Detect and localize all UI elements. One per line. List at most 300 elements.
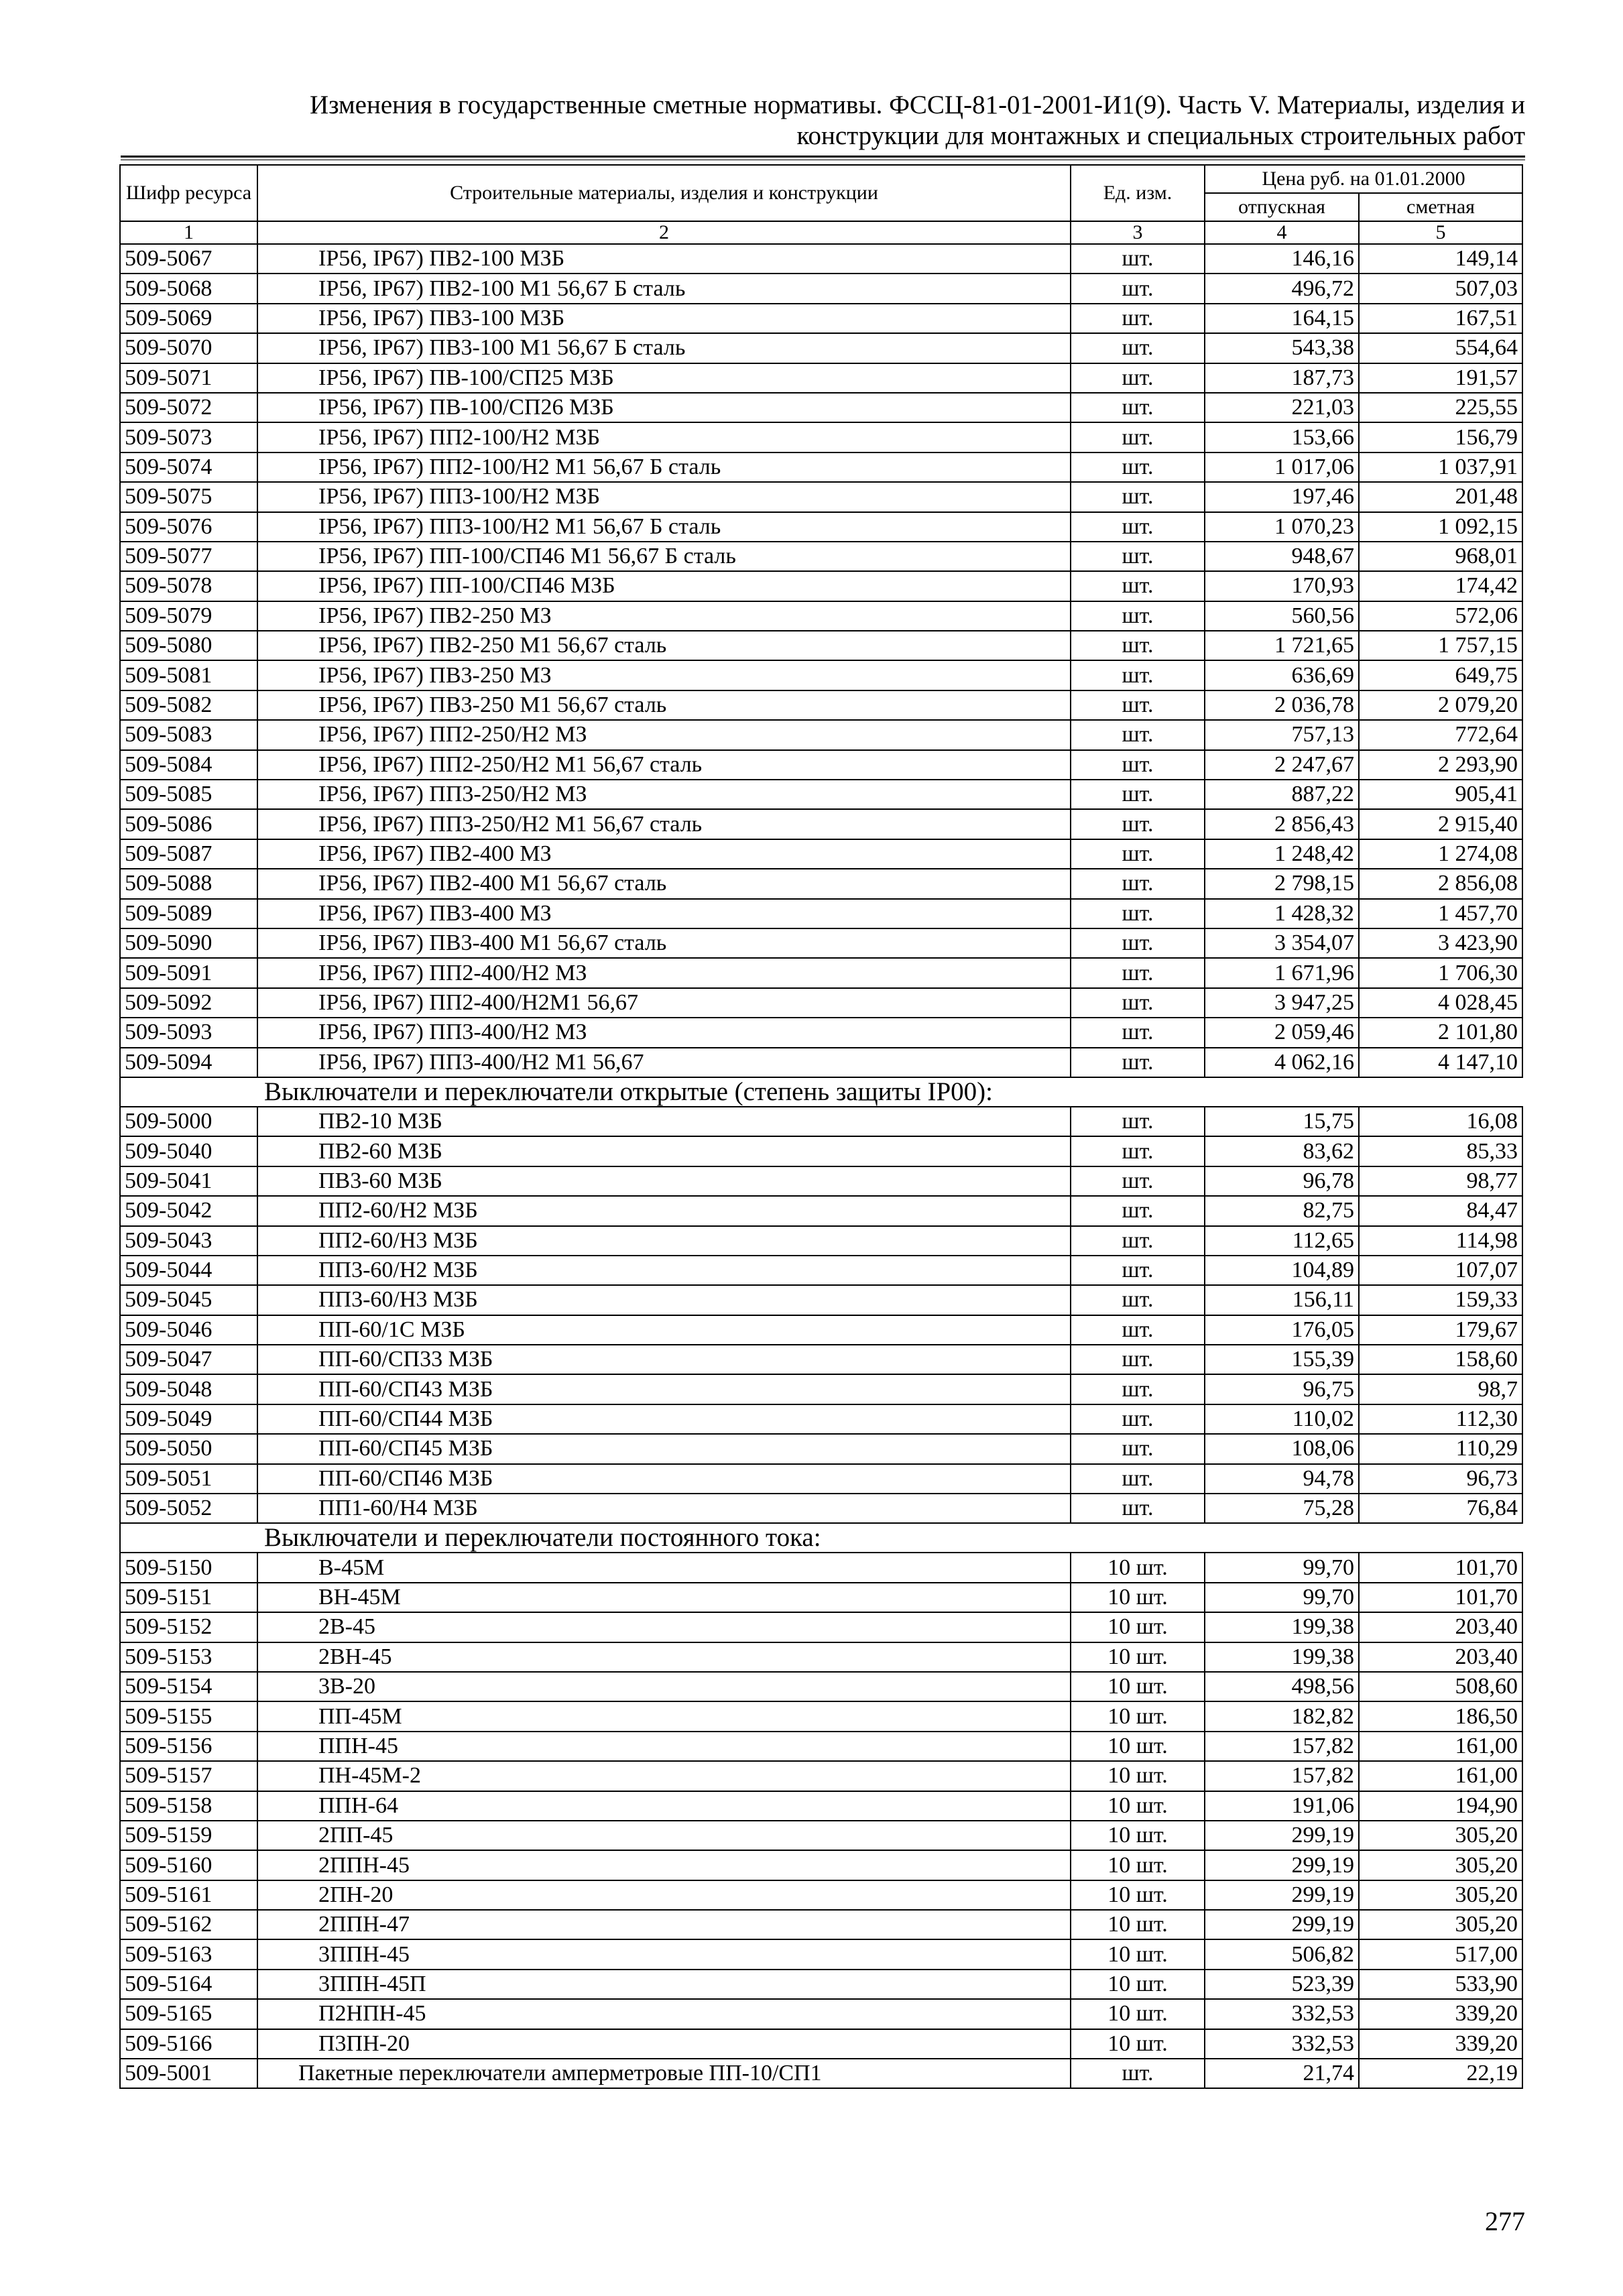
material-name: IP56, IP67) ПВ3-250 М1 56,67 сталь	[257, 690, 1071, 720]
release-price: 2 036,78	[1205, 690, 1359, 720]
release-price: 199,38	[1205, 1612, 1359, 1642]
unit-of-measure: шт.	[1071, 958, 1205, 987]
estimate-price: 533,90	[1359, 1970, 1522, 1999]
estimate-price: 149,14	[1359, 244, 1522, 274]
column-number: 3	[1071, 221, 1205, 244]
material-name: IP56, IP67) ПП3-250/Н2 М1 56,67 сталь	[257, 809, 1071, 839]
unit-of-measure: шт.	[1071, 1374, 1205, 1404]
release-price: 156,11	[1205, 1285, 1359, 1315]
release-price: 560,56	[1205, 601, 1359, 631]
release-price: 187,73	[1205, 363, 1359, 393]
material-name: IP56, IP67) ПП-100/СП46 МЗБ	[257, 571, 1071, 601]
resource-code: 509-5000	[120, 1107, 257, 1136]
column-header-price-group: Цена руб. на 01.01.2000	[1205, 165, 1522, 193]
release-price: 108,06	[1205, 1434, 1359, 1463]
estimate-price: 225,55	[1359, 393, 1522, 422]
estimate-price: 161,00	[1359, 1761, 1522, 1791]
resource-code: 509-5152	[120, 1612, 257, 1642]
unit-of-measure: 10 шт.	[1071, 1732, 1205, 1761]
table-row	[120, 660, 1522, 690]
material-name: ПП-60/СП45 МЗБ	[257, 1434, 1071, 1463]
release-price: 197,46	[1205, 482, 1359, 511]
resource-code: 509-5164	[120, 1970, 257, 1999]
unit-of-measure: шт.	[1071, 660, 1205, 690]
release-price: 83,62	[1205, 1136, 1359, 1166]
material-name: IP56, IP67) ПВ2-100 МЗБ	[257, 244, 1071, 274]
unit-of-measure: шт.	[1071, 690, 1205, 720]
table-row	[120, 1939, 1522, 1969]
resource-code: 509-5150	[120, 1553, 257, 1582]
estimate-price: 507,03	[1359, 274, 1522, 303]
resource-code: 509-5090	[120, 928, 257, 958]
unit-of-measure: шт.	[1071, 988, 1205, 1018]
release-price: 299,19	[1205, 1821, 1359, 1850]
material-name: ПП-60/СП43 МЗБ	[257, 1374, 1071, 1404]
resource-code: 509-5151	[120, 1583, 257, 1612]
release-price: 99,70	[1205, 1583, 1359, 1612]
material-name: IP56, IP67) ПВ2-250 М1 56,67 сталь	[257, 631, 1071, 660]
material-name: 2В-45	[257, 1612, 1071, 1642]
estimate-price: 161,00	[1359, 1732, 1522, 1761]
table-row	[120, 1880, 1522, 1910]
estimate-price: 2 915,40	[1359, 809, 1522, 839]
unit-of-measure: шт.	[1071, 1464, 1205, 1494]
release-price: 496,72	[1205, 274, 1359, 303]
material-name: IP56, IP67) ПВ2-400 МЗ	[257, 839, 1071, 869]
unit-of-measure: шт.	[1071, 1404, 1205, 1434]
unit-of-measure: шт.	[1071, 750, 1205, 780]
material-name: 2ПП-45	[257, 1821, 1071, 1850]
table-row	[120, 1345, 1522, 1374]
release-price: 2 247,67	[1205, 750, 1359, 780]
resource-code: 509-5045	[120, 1285, 257, 1315]
material-name: IP56, IP67) ПВ2-400 М1 56,67 сталь	[257, 869, 1071, 898]
section-dc-switches	[120, 1523, 1522, 1553]
release-price: 332,53	[1205, 1999, 1359, 2029]
resource-code: 509-5153	[120, 1642, 257, 1672]
unit-of-measure: 10 шт.	[1071, 1821, 1205, 1850]
unit-of-measure: шт.	[1071, 1048, 1205, 1077]
page-header	[121, 90, 1525, 152]
table-row	[120, 274, 1522, 303]
material-name: ПП-45М	[257, 1701, 1071, 1731]
column-header-estimate: сметная	[1359, 193, 1522, 221]
estimate-price: 1 037,91	[1359, 452, 1522, 482]
release-price: 299,19	[1205, 1880, 1359, 1910]
estimate-price: 107,07	[1359, 1256, 1522, 1285]
estimate-price: 968,01	[1359, 542, 1522, 571]
unit-of-measure: шт.	[1071, 2059, 1205, 2088]
material-name: ПП2-60/Н2 МЗБ	[257, 1196, 1071, 1225]
column-number: 5	[1359, 221, 1522, 244]
estimate-price: 179,67	[1359, 1315, 1522, 1345]
table-row	[120, 1048, 1522, 1077]
estimate-price: 649,75	[1359, 660, 1522, 690]
resource-code: 509-5070	[120, 333, 257, 363]
material-name: ПП3-60/Н3 МЗБ	[257, 1285, 1071, 1315]
release-price: 176,05	[1205, 1315, 1359, 1345]
resource-code: 509-5075	[120, 482, 257, 511]
release-price: 2 856,43	[1205, 809, 1359, 839]
unit-of-measure: шт.	[1071, 363, 1205, 393]
unit-of-measure: 10 шт.	[1071, 1910, 1205, 1939]
estimate-price: 84,47	[1359, 1196, 1522, 1225]
resource-code: 509-5083	[120, 720, 257, 749]
material-name: IP56, IP67) ПП2-400/Н2 МЗ	[257, 958, 1071, 987]
release-price: 94,78	[1205, 1464, 1359, 1494]
material-name: IP56, IP67) ПВ3-100 М1 56,67 Б сталь	[257, 333, 1071, 363]
table-row	[120, 839, 1522, 869]
resource-code: 509-5086	[120, 809, 257, 839]
material-name: ПП-60/СП33 МЗБ	[257, 1345, 1071, 1374]
estimate-price: 4 147,10	[1359, 1048, 1522, 1077]
table-row	[120, 1999, 1522, 2029]
release-price: 1 671,96	[1205, 958, 1359, 987]
section-open-switches	[120, 1077, 1522, 1107]
estimate-price: 76,84	[1359, 1494, 1522, 1523]
material-name: ПП-60/СП46 МЗБ	[257, 1464, 1071, 1494]
resource-code: 509-5043	[120, 1226, 257, 1256]
table-row	[120, 1732, 1522, 1761]
table-row	[120, 1970, 1522, 1999]
table-row	[120, 1136, 1522, 1166]
table-row	[120, 1285, 1522, 1315]
estimate-price: 4 028,45	[1359, 988, 1522, 1018]
unit-of-measure: шт.	[1071, 274, 1205, 303]
material-name: ПП2-60/Н3 МЗБ	[257, 1226, 1071, 1256]
unit-of-measure: шт.	[1071, 542, 1205, 571]
table-row	[120, 750, 1522, 780]
unit-of-measure: шт.	[1071, 1018, 1205, 1047]
table-row	[120, 899, 1522, 928]
resource-code: 509-5089	[120, 899, 257, 928]
resource-code: 509-5166	[120, 2029, 257, 2059]
unit-of-measure: 10 шт.	[1071, 1642, 1205, 1672]
resource-code: 509-5047	[120, 1345, 257, 1374]
section-heading: Выключатели и переключатели открытые (степень защиты IP00):	[120, 1077, 1522, 1107]
release-price: 1 721,65	[1205, 631, 1359, 660]
unit-of-measure: шт.	[1071, 1166, 1205, 1196]
resource-code: 509-5046	[120, 1315, 257, 1345]
resource-code: 509-5082	[120, 690, 257, 720]
resource-code: 509-5068	[120, 274, 257, 303]
table-row	[120, 393, 1522, 422]
material-name: ПП-60/1С МЗБ	[257, 1315, 1071, 1345]
material-name: П3ПН-20	[257, 2029, 1071, 2059]
material-name: IP56, IP67) ПП3-100/Н2 МЗБ	[257, 482, 1071, 511]
unit-of-measure: 10 шт.	[1071, 1999, 1205, 2029]
table-row	[120, 1404, 1522, 1434]
unit-of-measure: шт.	[1071, 333, 1205, 363]
estimate-price: 201,48	[1359, 482, 1522, 511]
estimate-price: 22,19	[1359, 2059, 1522, 2088]
unit-of-measure: шт.	[1071, 601, 1205, 631]
resource-code: 509-5156	[120, 1732, 257, 1761]
material-name: ПВ2-10 МЗБ	[257, 1107, 1071, 1136]
release-price: 96,75	[1205, 1374, 1359, 1404]
material-name: IP56, IP67) ПВ-100/СП25 МЗБ	[257, 363, 1071, 393]
material-name: ПВ2-60 МЗБ	[257, 1136, 1071, 1166]
material-name: 3ППН-45	[257, 1939, 1071, 1969]
release-price: 153,66	[1205, 422, 1359, 452]
material-name: 2ВН-45	[257, 1642, 1071, 1672]
estimate-price: 1 092,15	[1359, 512, 1522, 542]
estimate-price: 572,06	[1359, 601, 1522, 631]
estimate-price: 191,57	[1359, 363, 1522, 393]
release-price: 2 059,46	[1205, 1018, 1359, 1047]
table-row	[120, 1107, 1522, 1136]
table-row	[120, 1612, 1522, 1642]
material-name: IP56, IP67) ПП3-400/Н2 М1 56,67	[257, 1048, 1071, 1077]
material-name: IP56, IP67) ПВ3-400 МЗ	[257, 899, 1071, 928]
unit-of-measure: шт.	[1071, 780, 1205, 809]
table-row	[120, 2059, 1522, 2088]
release-price: 112,65	[1205, 1226, 1359, 1256]
table-row	[120, 869, 1522, 898]
unit-of-measure: шт.	[1071, 304, 1205, 333]
column-number-row	[120, 221, 1522, 244]
resource-code: 509-5042	[120, 1196, 257, 1225]
unit-of-measure: шт.	[1071, 1226, 1205, 1256]
table-row	[120, 244, 1522, 274]
unit-of-measure: шт.	[1071, 1136, 1205, 1166]
estimate-price: 101,70	[1359, 1553, 1522, 1582]
table-row	[120, 1672, 1522, 1701]
table-row	[120, 1434, 1522, 1463]
material-name: IP56, IP67) ПП2-250/Н2 МЗ	[257, 720, 1071, 749]
unit-of-measure: шт.	[1071, 809, 1205, 839]
resource-code: 509-5072	[120, 393, 257, 422]
material-name: IP56, IP67) ПВ2-100 М1 56,67 Б сталь	[257, 274, 1071, 303]
release-price: 506,82	[1205, 1939, 1359, 1969]
table-row	[120, 1494, 1522, 1523]
unit-of-measure: 10 шт.	[1071, 1583, 1205, 1612]
unit-of-measure: 10 шт.	[1071, 1672, 1205, 1701]
resource-code: 509-5157	[120, 1761, 257, 1791]
material-name: IP56, IP67) ПП3-400/Н2 МЗ	[257, 1018, 1071, 1047]
estimate-price: 3 423,90	[1359, 928, 1522, 958]
resource-code: 509-5050	[120, 1434, 257, 1463]
table-row	[120, 780, 1522, 809]
release-price: 3 354,07	[1205, 928, 1359, 958]
release-price: 757,13	[1205, 720, 1359, 749]
estimate-price: 203,40	[1359, 1612, 1522, 1642]
release-price: 299,19	[1205, 1910, 1359, 1939]
release-price: 199,38	[1205, 1642, 1359, 1672]
resource-code: 509-5093	[120, 1018, 257, 1047]
estimate-price: 339,20	[1359, 1999, 1522, 2029]
estimate-price: 186,50	[1359, 1701, 1522, 1731]
section-heading: Выключатели и переключатели постоянного тока:	[120, 1523, 1522, 1553]
estimate-price: 2 856,08	[1359, 869, 1522, 898]
unit-of-measure: шт.	[1071, 1345, 1205, 1374]
release-price: 82,75	[1205, 1196, 1359, 1225]
header-line-1: Изменения в государственные сметные нормативы. ФССЦ-81-01-2001-И1(9). Часть V. Материалы, изделия и	[309, 90, 1525, 119]
table-row	[120, 363, 1522, 393]
unit-of-measure: шт.	[1071, 631, 1205, 660]
release-price: 2 798,15	[1205, 869, 1359, 898]
material-name: П2НПН-45	[257, 1999, 1071, 2029]
unit-of-measure: 10 шт.	[1071, 1612, 1205, 1642]
material-name: IP56, IP67) ПП2-100/Н2 МЗБ	[257, 422, 1071, 452]
release-price: 104,89	[1205, 1256, 1359, 1285]
estimate-price: 203,40	[1359, 1642, 1522, 1672]
resource-code: 509-5091	[120, 958, 257, 987]
resource-code: 509-5044	[120, 1256, 257, 1285]
estimate-price: 1 706,30	[1359, 958, 1522, 987]
resource-code: 509-5087	[120, 839, 257, 869]
column-number: 2	[257, 221, 1071, 244]
table-row	[120, 1315, 1522, 1345]
estimate-price: 305,20	[1359, 1880, 1522, 1910]
estimate-price: 2 293,90	[1359, 750, 1522, 780]
material-name: ППН-45	[257, 1732, 1071, 1761]
table-row	[120, 690, 1522, 720]
estimate-price: 114,98	[1359, 1226, 1522, 1256]
table-row	[120, 542, 1522, 571]
table-row	[120, 958, 1522, 987]
column-header-unit: Ед. изм.	[1071, 165, 1205, 221]
unit-of-measure: 10 шт.	[1071, 2029, 1205, 2059]
page-number: 277	[1485, 2206, 1525, 2236]
material-name: ВН-45М	[257, 1583, 1071, 1612]
table-row	[120, 1821, 1522, 1850]
unit-of-measure: 10 шт.	[1071, 1939, 1205, 1969]
resource-code: 509-5076	[120, 512, 257, 542]
header-rule	[121, 156, 1525, 160]
resource-code: 509-5081	[120, 660, 257, 690]
release-price: 523,39	[1205, 1970, 1359, 1999]
table-row	[120, 1642, 1522, 1672]
release-price: 164,15	[1205, 304, 1359, 333]
resource-code: 509-5094	[120, 1048, 257, 1077]
unit-of-measure: 10 шт.	[1071, 1553, 1205, 1582]
resource-code: 509-5073	[120, 422, 257, 452]
material-name: ПП-60/СП44 МЗБ	[257, 1404, 1071, 1434]
release-price: 155,39	[1205, 1345, 1359, 1374]
unit-of-measure: шт.	[1071, 1256, 1205, 1285]
estimate-price: 772,64	[1359, 720, 1522, 749]
release-price: 221,03	[1205, 393, 1359, 422]
unit-of-measure: шт.	[1071, 1196, 1205, 1225]
header-line-2: конструкции для монтажных и специальных строительных работ	[796, 121, 1525, 150]
table-row	[120, 809, 1522, 839]
release-price: 170,93	[1205, 571, 1359, 601]
release-price: 948,67	[1205, 542, 1359, 571]
unit-of-measure: шт.	[1071, 928, 1205, 958]
unit-of-measure: 10 шт.	[1071, 1761, 1205, 1791]
table-row	[120, 512, 1522, 542]
resource-code: 509-5067	[120, 244, 257, 274]
unit-of-measure: шт.	[1071, 1315, 1205, 1345]
estimate-price: 194,90	[1359, 1791, 1522, 1821]
estimate-price: 1 757,15	[1359, 631, 1522, 660]
estimate-price: 96,73	[1359, 1464, 1522, 1494]
release-price: 157,82	[1205, 1732, 1359, 1761]
column-header-release: отпускная	[1205, 193, 1359, 221]
table-row	[120, 1761, 1522, 1791]
release-price: 182,82	[1205, 1701, 1359, 1731]
estimate-price: 2 101,80	[1359, 1018, 1522, 1047]
release-price: 636,69	[1205, 660, 1359, 690]
table-row	[120, 571, 1522, 601]
table-row	[120, 452, 1522, 482]
resource-code: 509-5069	[120, 304, 257, 333]
release-price: 146,16	[1205, 244, 1359, 274]
estimate-price: 85,33	[1359, 1136, 1522, 1166]
unit-of-measure: шт.	[1071, 452, 1205, 482]
resource-code: 509-5074	[120, 452, 257, 482]
unit-of-measure: шт.	[1071, 1107, 1205, 1136]
release-price: 299,19	[1205, 1850, 1359, 1880]
resource-code: 509-5088	[120, 869, 257, 898]
release-price: 75,28	[1205, 1494, 1359, 1523]
release-price: 1 248,42	[1205, 839, 1359, 869]
unit-of-measure: шт.	[1071, 899, 1205, 928]
resource-code: 509-5077	[120, 542, 257, 571]
material-name: IP56, IP67) ПВ-100/СП26 МЗБ	[257, 393, 1071, 422]
estimate-price: 174,42	[1359, 571, 1522, 601]
estimate-price: 339,20	[1359, 2029, 1522, 2059]
resource-code: 509-5163	[120, 1939, 257, 1969]
estimate-price: 905,41	[1359, 780, 1522, 809]
estimate-price: 110,29	[1359, 1434, 1522, 1463]
unit-of-measure: 10 шт.	[1071, 1880, 1205, 1910]
estimate-price: 98,77	[1359, 1166, 1522, 1196]
table-row	[120, 333, 1522, 363]
material-name: 2ПН-20	[257, 1880, 1071, 1910]
table-row	[120, 1374, 1522, 1404]
release-price: 498,56	[1205, 1672, 1359, 1701]
table-row	[120, 1583, 1522, 1612]
material-name: IP56, IP67) ПП-100/СП46 М1 56,67 Б сталь	[257, 542, 1071, 571]
release-price: 543,38	[1205, 333, 1359, 363]
unit-of-measure: шт.	[1071, 512, 1205, 542]
unit-of-measure: 10 шт.	[1071, 1850, 1205, 1880]
estimate-price: 305,20	[1359, 1821, 1522, 1850]
material-name: В-45М	[257, 1553, 1071, 1582]
material-name: ППН-64	[257, 1791, 1071, 1821]
resource-code: 509-5085	[120, 780, 257, 809]
material-name: 3В-20	[257, 1672, 1071, 1701]
table-row	[120, 1701, 1522, 1731]
estimate-price: 156,79	[1359, 422, 1522, 452]
resource-code: 509-5162	[120, 1910, 257, 1939]
resource-code: 509-5084	[120, 750, 257, 780]
material-name: Пакетные переключатели амперметровые ПП-10/СП1	[257, 2059, 1071, 2088]
resource-code: 509-5049	[120, 1404, 257, 1434]
estimate-price: 554,64	[1359, 333, 1522, 363]
resource-code: 509-5161	[120, 1880, 257, 1910]
unit-of-measure: шт.	[1071, 1434, 1205, 1463]
table-row	[120, 1256, 1522, 1285]
material-name: IP56, IP67) ПВ2-250 МЗ	[257, 601, 1071, 631]
table-row	[120, 1910, 1522, 1939]
table-row	[120, 720, 1522, 749]
resource-code: 509-5078	[120, 571, 257, 601]
release-price: 332,53	[1205, 2029, 1359, 2059]
table-row	[120, 928, 1522, 958]
column-number: 4	[1205, 221, 1359, 244]
release-price: 157,82	[1205, 1761, 1359, 1791]
unit-of-measure: шт.	[1071, 244, 1205, 274]
resource-code: 509-5159	[120, 1821, 257, 1850]
resource-code: 509-5155	[120, 1701, 257, 1731]
table-row	[120, 988, 1522, 1018]
resource-code: 509-5040	[120, 1136, 257, 1166]
release-price: 96,78	[1205, 1166, 1359, 1196]
estimate-price: 517,00	[1359, 1939, 1522, 1969]
